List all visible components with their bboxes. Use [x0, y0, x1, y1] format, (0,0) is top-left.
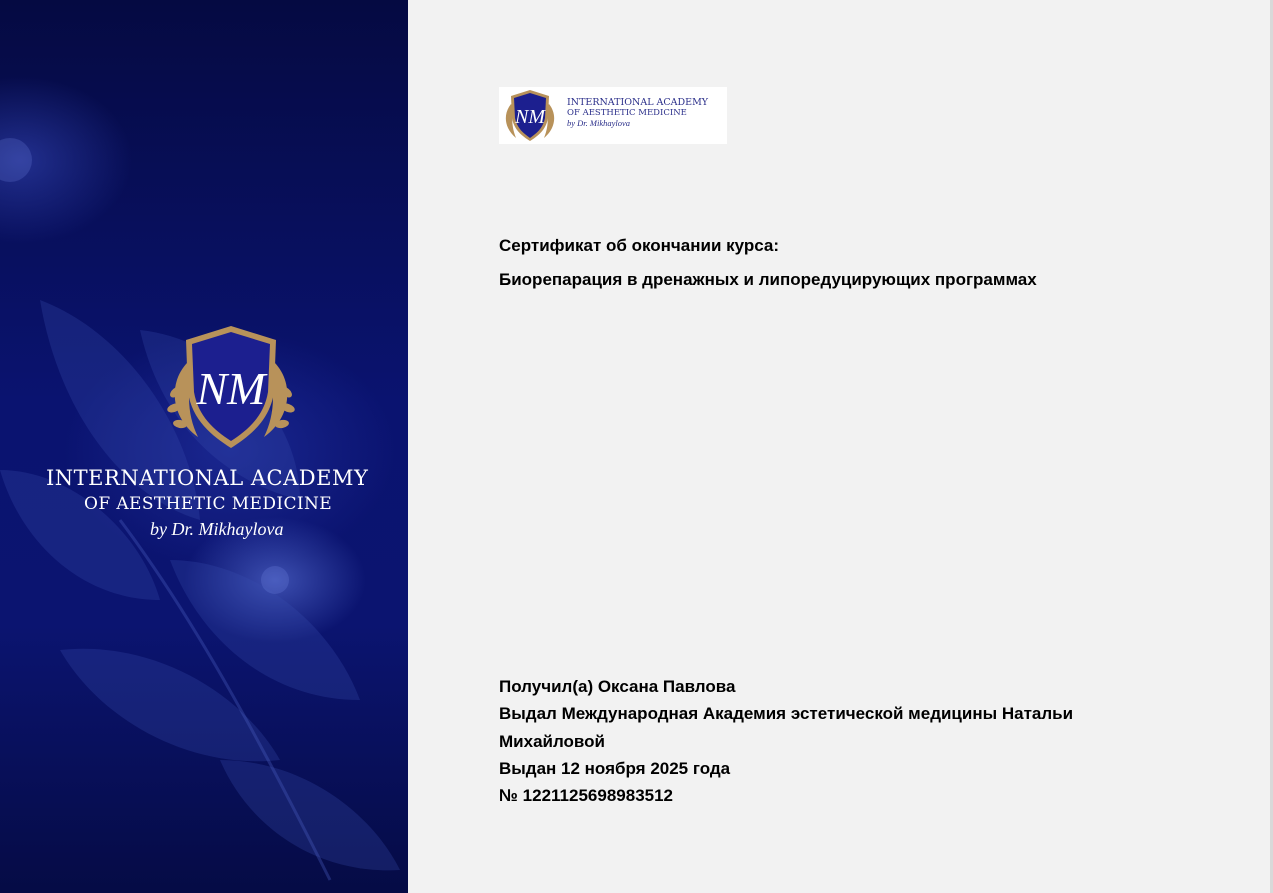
logo-text-line1: INTERNATIONAL ACADEMY: [567, 97, 709, 108]
certificate-content: [408, 0, 1273, 893]
academy-crest-logo: [158, 322, 304, 452]
certificate-heading: Сертификат об окончании курса:: [499, 236, 780, 255]
issuer-line-2: Михайловой: [499, 731, 605, 751]
academy-byline: by Dr. Mikhaylova: [150, 519, 284, 539]
logo-text-byline: by Dr. Mikhaylova: [567, 118, 631, 128]
recipient-line: Получил(а) Оксана Павлова: [499, 677, 736, 696]
issue-date: Выдан 12 ноября 2025 года: [499, 758, 731, 778]
academy-name-line1: INTERNATIONAL ACADEMY: [46, 466, 369, 490]
small-crest-icon: [499, 88, 561, 143]
issuer-line-1: Выдал Международная Академия эстетической медицины Натальи: [499, 704, 1074, 724]
crest-monogram: NM: [196, 363, 266, 414]
logo-text-line2: OF AESTHETIC MEDICINE: [567, 108, 687, 118]
small-crest-monogram: NM: [515, 106, 545, 128]
academy-name-line2: OF AESTHETIC MEDICINE: [84, 494, 333, 514]
certificate-number: № 1221125698983512: [499, 786, 674, 806]
small-academy-logo: [499, 87, 727, 144]
certificate-details: [499, 673, 1139, 809]
course-name: Биорепарация в дренажных и липоредуцирующих программах: [499, 270, 1037, 289]
brand-panel: [0, 0, 408, 893]
